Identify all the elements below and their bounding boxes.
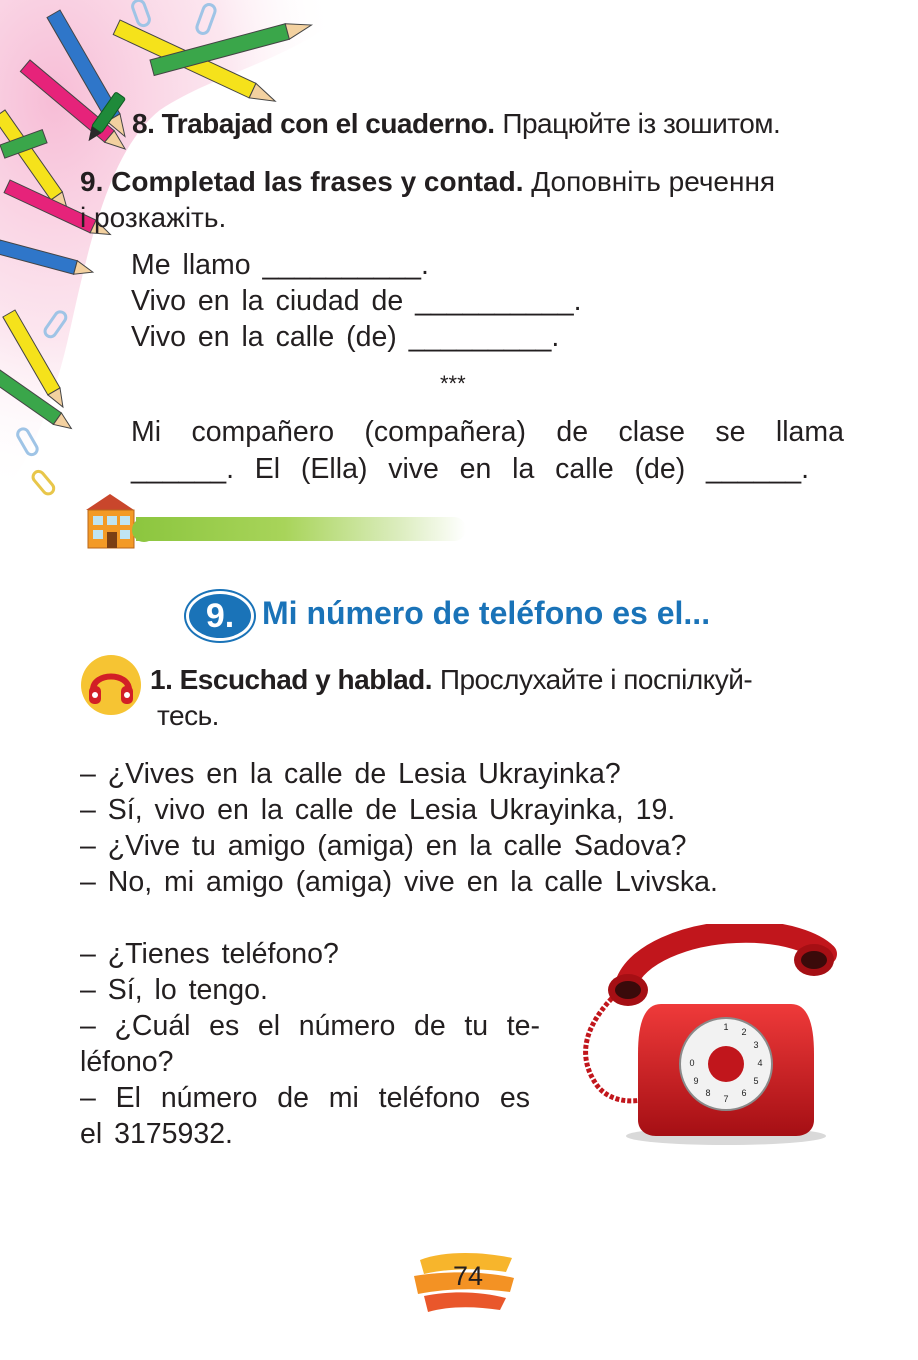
pen-icon xyxy=(80,88,128,150)
dial-digit: 7 xyxy=(723,1094,729,1104)
dial-digit: 5 xyxy=(753,1076,759,1086)
exercise-8-title: 8. Trabajad con el cuaderno. xyxy=(132,108,495,139)
dialogue-line: – ¿Tienes teléfono? xyxy=(80,938,339,970)
exercise-1-translation-line-2: тесь. xyxy=(157,700,219,731)
dial-digit: 6 xyxy=(741,1088,747,1098)
dialogue-line: – ¿Vives en la calle de Lesia Ukrayinka? xyxy=(80,758,621,790)
exercise-1-translation-line-1: Прослухайте і поспілкуй- xyxy=(439,664,753,695)
dial-digit: 1 xyxy=(723,1022,729,1032)
paragraph-line: Mi compañero (compañera) de clase se llama xyxy=(131,416,844,448)
exercise-9-translation-line-1: Доповніть речення xyxy=(531,166,776,197)
dial-digit: 9 xyxy=(693,1076,699,1086)
dial-digit: 0 xyxy=(689,1058,695,1068)
dialogue-line: – Sí, lo tengo. xyxy=(80,974,268,1006)
dialogue-line: – No, mi amigo (amiga) vive en la calle Lvivska. xyxy=(80,866,718,898)
headphones-icon xyxy=(80,654,142,716)
exercise-8-translation: Працюйте із зошитом. xyxy=(502,108,781,139)
dialogue-line: – El número de mi teléfono es xyxy=(80,1082,530,1114)
dialogue-line: el 3175932. xyxy=(80,1118,233,1150)
dial-digit: 3 xyxy=(753,1040,759,1050)
paragraph-line: ______. El (Ella) vive en la calle (de) ______. xyxy=(131,453,809,485)
dialogue-line: – Sí, vivo en la calle de Lesia Ukrayinka, 19. xyxy=(80,794,676,826)
exercise-9-title: 9. Completad las frases y contad. xyxy=(80,166,524,197)
dial-digit: 2 xyxy=(741,1027,747,1037)
page-number: 74 xyxy=(452,1261,484,1291)
exercise-1-title: 1. Escuchad y hablad. xyxy=(150,664,433,695)
sentence-line: Vivo en la ciudad de __________. xyxy=(131,285,582,317)
dialogue-line: – ¿Cuál es el número de tu te- xyxy=(80,1010,540,1042)
sentence-line: Me llamo __________. xyxy=(131,249,429,281)
lesson-title: Mi número de teléfono es el... xyxy=(262,595,711,631)
exercise-9-translation-line-2: і розкажіть. xyxy=(80,202,227,233)
dialogue-line: léfono? xyxy=(80,1046,174,1078)
section-divider-bar xyxy=(136,517,466,541)
exercise-1-heading xyxy=(150,662,752,698)
exercise-9-heading xyxy=(80,164,775,200)
lesson-number-badge: 9. xyxy=(186,591,254,641)
dialogue-line: – ¿Vive tu amigo (amiga) en la calle Sadova? xyxy=(80,830,687,862)
dial-digit: 8 xyxy=(705,1088,711,1098)
red-rotary-telephone-illustration xyxy=(576,924,838,1148)
sentence-line: Vivo en la calle (de) _________. xyxy=(131,321,560,353)
dial-digit: 4 xyxy=(757,1058,763,1068)
separator-stars: *** xyxy=(440,371,466,396)
exercise-8-heading xyxy=(132,106,780,142)
